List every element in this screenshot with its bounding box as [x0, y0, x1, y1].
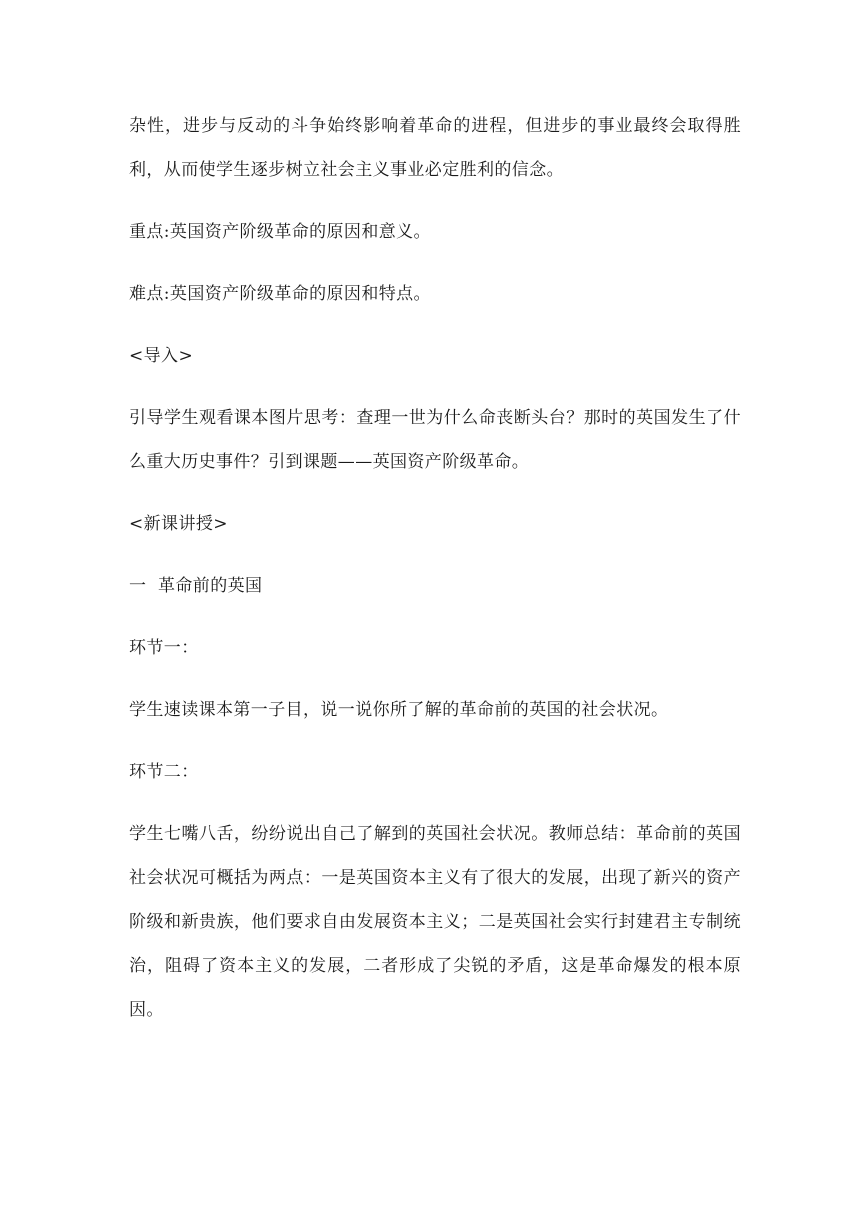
paragraph-step-one: 学生速读课本第一子目，说一说你所了解的革命前的英国的社会状况。	[129, 700, 669, 720]
paragraph-step-two: 学生七嘴八舌，纷纷说出自己了解到的英国社会状况。教师总结：革命前的英国社会状况可概括为两点：一是英国资本主义有了很大的发展，出现了新兴的资产阶级和新贵族，他们要求自由发展资本主义；二是英国社会实行封建君主专制统治，阻碍了资本主义的发展，二者形成了尖锐的矛盾，这是革命爆发的根本原因。	[129, 824, 741, 1020]
section-heading-introduction: <导入>	[129, 346, 194, 366]
subsection-heading-pre-revolution: 一 革命前的英国	[129, 576, 263, 596]
section-heading-new-lesson: <新课讲授>	[129, 514, 228, 534]
paragraph-difficult-point: 难点:英国资产阶级革命的原因和特点。	[129, 284, 431, 304]
paragraph-introduction: 引导学生观看课本图片思考：查理一世为什么命丧断头台？那时的英国发生了什么重大历史事件？引到课题——英国资产阶级革命。	[129, 408, 741, 472]
step-heading-one: 环节一：	[129, 638, 199, 658]
paragraph-key-point: 重点:英国资产阶级革命的原因和意义。	[129, 222, 431, 242]
document-body	[129, 104, 741, 1032]
paragraph-intro-continued: 杂性，进步与反动的斗争始终影响着革命的进程，但进步的事业最终会取得胜利，从而使学生逐步树立社会主义事业必定胜利的信念。	[129, 116, 741, 180]
step-heading-two: 环节二：	[129, 762, 199, 782]
